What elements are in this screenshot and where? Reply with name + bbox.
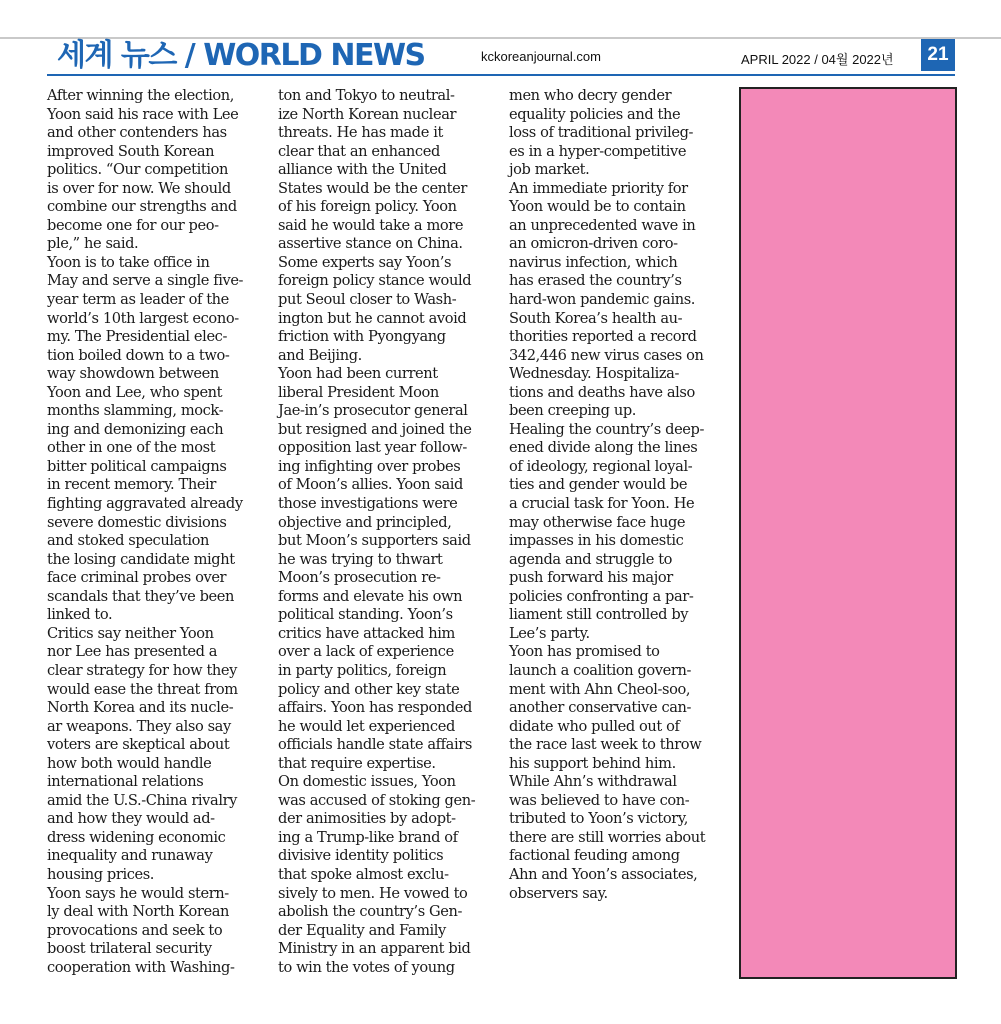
article-text-line: of ideology, regional loyal- <box>509 457 693 475</box>
article-text-line: his support behind him. <box>509 754 676 772</box>
article-text-line: provocations and seek to <box>47 921 223 939</box>
article-text-line: how both would handle <box>47 754 212 772</box>
article-text-line: dress widening economic <box>47 828 226 846</box>
article-text-line: ar weapons. They also say <box>47 717 231 735</box>
article-text-line: divisive identity politics <box>278 847 444 865</box>
article-text-line: tions and deaths have also <box>509 383 695 401</box>
article-text-line: and how they would ad- <box>47 810 215 828</box>
article-text-line: Yoon and Lee, who spent <box>47 383 223 401</box>
article-text-line: Yoon has promised to <box>509 643 660 661</box>
masthead <box>47 37 955 75</box>
article-text-line: was believed to have con- <box>509 791 690 809</box>
article-text-line: sively to men. He vowed to <box>278 884 468 902</box>
article-text-line: housing prices. <box>47 865 155 883</box>
article-text-line: Wednesday. Hospitaliza- <box>509 365 679 383</box>
article-text-line: months slamming, mock- <box>47 402 224 420</box>
article-text-line: alliance with the United <box>278 161 447 179</box>
article-text-line: tributed to Yoon’s victory, <box>509 810 688 828</box>
article-text-line: a crucial task for Yoon. He <box>509 495 695 513</box>
article-text-line: in recent memory. Their <box>47 476 216 494</box>
article-text-line: agenda and struggle to <box>509 550 673 568</box>
article-text-line: launch a coalition govern- <box>509 661 691 679</box>
article-text-line: has erased the country’s <box>509 272 682 290</box>
article-text-line: clear strategy for how they <box>47 661 238 679</box>
article-text-line: and stoked speculation <box>47 532 210 550</box>
article-text-line: States would be the center <box>278 179 467 197</box>
article-text-line: was accused of stoking gen- <box>278 791 476 809</box>
article-text-line: 342,446 new virus cases on <box>509 346 704 364</box>
article-text-line: bitter political campaigns <box>47 457 227 475</box>
article-text-line: Moon’s prosecution re- <box>278 569 441 587</box>
article-text-line: didate who pulled out of <box>509 717 680 735</box>
article-text-line: policies confronting a par- <box>509 587 694 605</box>
article-text-line: push forward his major <box>509 569 673 587</box>
article-text-line: observers say. <box>509 884 608 902</box>
article-text-line: May and serve a single five- <box>47 272 244 290</box>
article-text-line: An immediate priority for <box>509 179 688 197</box>
article-text-line: nor Lee has presented a <box>47 643 218 661</box>
article-text-line: der Equality and Family <box>278 921 446 939</box>
article-text-line: On domestic issues, Yoon <box>278 773 456 791</box>
article-text-line: amid the U.S.-China rivalry <box>47 791 238 809</box>
article-text-line: Ahn and Yoon’s associates, <box>509 865 698 883</box>
article-text-line: may otherwise face huge <box>509 513 686 531</box>
article-text-line: boost trilateral security <box>47 940 212 958</box>
masthead-divider <box>47 74 955 76</box>
article-text-line: he was trying to thwart <box>278 550 443 568</box>
article-text-line: there are still worries about <box>509 828 706 846</box>
article-text-line: he would let experienced <box>278 717 455 735</box>
article-text-line: Yoon says he would stern- <box>47 884 229 902</box>
article-text-line: to win the votes of young <box>278 958 455 976</box>
article-text-line: men who decry gender <box>509 87 672 104</box>
article-text-line: officials handle state affairs <box>278 736 472 754</box>
article-text-line: Ministry in an apparent bid <box>278 940 471 958</box>
article-text-line: and other contenders has <box>47 124 227 142</box>
article-text-line: ened divide along the lines <box>509 439 698 457</box>
advertisement-placeholder <box>739 87 957 979</box>
article-text-line: policy and other key state <box>278 680 460 698</box>
article-text-line: threats. He has made it <box>278 124 443 142</box>
article-text-line: Some experts say Yoon’s <box>278 253 452 271</box>
article-text-line: combine our strengths and <box>47 198 237 216</box>
article-text-line: equality policies and the <box>509 105 681 123</box>
article-text-line: an omicron-driven coro- <box>509 235 678 253</box>
article-text-line: Yoon had been current <box>278 365 438 383</box>
article-text-line: would ease the threat from <box>47 680 238 698</box>
article-text-line: face criminal probes over <box>47 569 227 587</box>
article-text-line: ple,” he said. <box>47 235 139 253</box>
article-text-line: voters are skeptical about <box>47 736 230 754</box>
article-text-line: another conservative can- <box>509 699 692 717</box>
article-text-line: that require expertise. <box>278 754 436 772</box>
article-text-line: and Beijing. <box>278 346 362 364</box>
article-column-1 <box>47 87 269 977</box>
article-text-line: my. The Presidential elec- <box>47 328 227 346</box>
article-text-line: an unprecedented wave in <box>509 216 696 234</box>
issue-date: APRIL 2022 / 04월 2022년 <box>741 52 894 67</box>
article-text-line: navirus infection, which <box>509 253 678 271</box>
article-text-line: inequality and runaway <box>47 847 213 865</box>
article-text-line: ly deal with North Korean <box>47 903 230 921</box>
article-text-line: other in one of the most <box>47 439 216 457</box>
website-url: kckoreanjournal.com <box>481 49 601 64</box>
article-text-line: liament still controlled by <box>509 606 689 624</box>
article-text-line: is over for now. We should <box>47 179 231 197</box>
article-text-line: assertive stance on China. <box>278 235 463 253</box>
article-text-line: Yoon said his race with Lee <box>47 105 239 123</box>
article-text-line: cooperation with Washing- <box>47 958 235 976</box>
article-text-line: year term as leader of the <box>47 291 229 309</box>
article-text-line: Lee’s party. <box>509 624 590 642</box>
article-text-line: While Ahn’s withdrawal <box>509 773 677 791</box>
article-text-line: Yoon is to take office in <box>47 253 210 271</box>
article-text-line: Healing the country’s deep- <box>509 420 705 438</box>
article-text-line: politics. “Our competition <box>47 161 229 179</box>
article-text-line: fighting aggravated already <box>47 495 243 513</box>
article-text-line: ing infighting over probes <box>278 457 461 475</box>
article-text-line: linked to. <box>47 606 113 624</box>
article-text-line: tion boiled down to a two- <box>47 346 230 364</box>
article-text-line: been creeping up. <box>509 402 637 420</box>
article-text-line: international relations <box>47 773 204 791</box>
article-text-line: Yoon would be to contain <box>509 198 686 216</box>
article-text-line: hard-won pandemic gains. <box>509 291 696 309</box>
article-text-line: ing a Trump-like brand of <box>278 828 458 846</box>
article-text-line: opposition last year follow- <box>278 439 467 457</box>
article-text-line: severe domestic divisions <box>47 513 227 531</box>
article-text-line: ties and gender would be <box>509 476 688 494</box>
article-text-line: political standing. Yoon’s <box>278 606 453 624</box>
article-text-line: but resigned and joined the <box>278 420 472 438</box>
article-text-line: scandals that they’ve been <box>47 587 234 605</box>
article-text-line: those investigations were <box>278 495 458 513</box>
article-text-line: in party politics, foreign <box>278 661 447 679</box>
article-text-line: South Korea’s health au- <box>509 309 683 327</box>
article-column-3 <box>509 87 731 903</box>
article-text-line: said he would take a more <box>278 216 464 234</box>
article-text-line: impasses in his domestic <box>509 532 684 550</box>
article-text-line: thorities reported a record <box>509 328 697 346</box>
article-text-line: the race last week to throw <box>509 736 702 754</box>
article-text-line: es in a hyper-competitive <box>509 142 687 160</box>
article-text-line: foreign policy stance would <box>278 272 472 290</box>
article-text-line: loss of traditional privileg- <box>509 124 694 142</box>
article-text-line: improved South Korean <box>47 142 215 160</box>
article-text-line: clear that an enhanced <box>278 142 440 160</box>
article-text-line: ize North Korean nuclear <box>278 105 457 123</box>
article-text-line: ing and demonizing each <box>47 420 224 438</box>
article-text-line: the losing candidate might <box>47 550 235 568</box>
article-text-line: of Moon’s allies. Yoon said <box>278 476 463 494</box>
article-text-line: liberal President Moon <box>278 383 439 401</box>
article-text-line: but Moon’s supporters said <box>278 532 471 550</box>
article-text-line: of his foreign policy. Yoon <box>278 198 457 216</box>
article-text-line: affairs. Yoon has responded <box>278 699 472 717</box>
article-text-line: over a lack of experience <box>278 643 454 661</box>
article-text-line: objective and principled, <box>278 513 452 531</box>
article-text-line: After winning the election, <box>47 87 235 104</box>
article-text-line: ton and Tokyo to neutral- <box>278 87 455 104</box>
page-number-badge: 21 <box>921 39 955 71</box>
article-text-line: critics have attacked him <box>278 624 455 642</box>
article-text-line: ment with Ahn Cheol-soo, <box>509 680 691 698</box>
article-text-line: North Korea and its nucle- <box>47 699 234 717</box>
article-text-line: abolish the country’s Gen- <box>278 903 463 921</box>
article-text-line: der animosities by adopt- <box>278 810 456 828</box>
article-text-line: job market. <box>509 161 590 179</box>
article-text-line: Jae-in’s prosecutor general <box>278 402 468 420</box>
article-text-line: Critics say neither Yoon <box>47 624 214 642</box>
article-text-line: world’s 10th largest econo- <box>47 309 239 327</box>
article-text-line: ington but he cannot avoid <box>278 309 467 327</box>
article-text-line: put Seoul closer to Wash- <box>278 291 457 309</box>
article-text-line: forms and elevate his own <box>278 587 463 605</box>
article-text-line: become one for our peo- <box>47 216 219 234</box>
article-text-line: way showdown between <box>47 365 219 383</box>
article-text-line: factional feuding among <box>509 847 680 865</box>
article-column-2 <box>278 87 500 977</box>
article-text-line: friction with Pyongyang <box>278 328 446 346</box>
article-text-line: that spoke almost exclu- <box>278 865 449 883</box>
section-title: 세계 뉴스 / WORLD NEWS <box>57 38 425 73</box>
